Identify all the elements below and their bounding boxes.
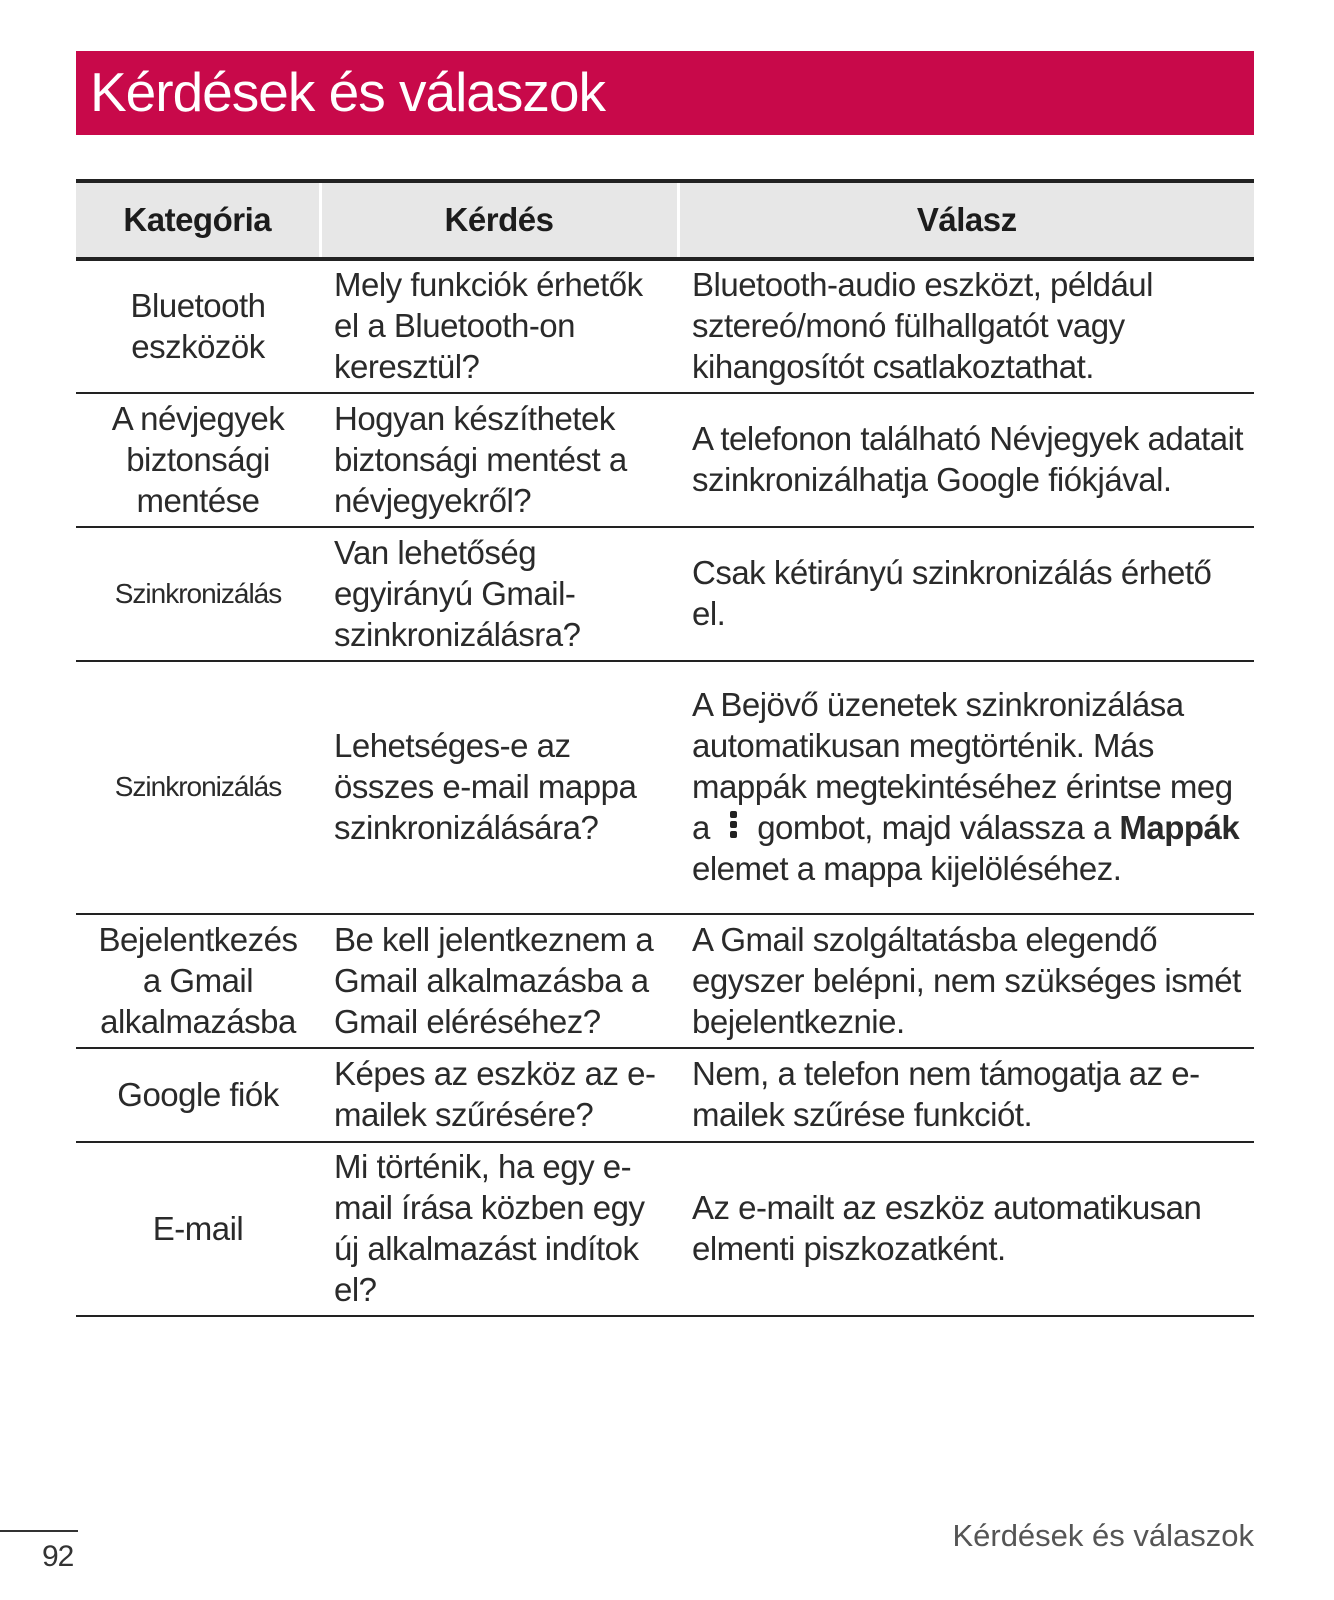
more-options-icon xyxy=(719,809,749,843)
category-text: Bejelentkezés a Gmail alkalmazásba xyxy=(98,920,298,1040)
footer-section-title: Kérdések és válaszok xyxy=(952,1518,1254,1553)
answer-text: gombot, majd válassza a xyxy=(757,809,1111,846)
category-cell: Szinkronizálás xyxy=(76,527,320,661)
table-header-row xyxy=(76,181,1254,259)
table-row xyxy=(76,1142,1254,1316)
question-cell: Képes az eszköz az e-mailek szűrésére? xyxy=(320,1048,678,1142)
faq-table xyxy=(76,179,1254,1317)
answer-cell: Az e-mailt az eszköz automatikusan elmenti piszkozatként. xyxy=(678,1142,1254,1316)
page-number: 92 xyxy=(42,1540,74,1573)
table-row xyxy=(76,259,1254,393)
table-row xyxy=(76,661,1254,914)
question-cell: Mi történik, ha egy e-mail írása közben egy új alkalmazást indítok el? xyxy=(320,1142,678,1316)
header-category: Kategória xyxy=(76,181,320,259)
header-answer: Válasz xyxy=(678,181,1254,259)
answer-cell: Bluetooth-audio eszközt, például sztereó/monó fülhallgatót vagy kihangosítót csatlakoztathat. xyxy=(678,259,1254,393)
folders-label: Mappák xyxy=(1119,809,1240,846)
table-row xyxy=(76,914,1254,1048)
answer-cell: Csak kétirányú szinkronizálás érhető el. xyxy=(678,527,1254,661)
table-row xyxy=(76,393,1254,527)
category-text: A névjegyek biztonsági mentése xyxy=(111,399,285,519)
question-cell: Hogyan készíthetek biztonsági mentést a névjegyekről? xyxy=(320,393,678,527)
category-cell xyxy=(76,259,320,393)
title-bar xyxy=(76,51,1254,135)
question-cell: Lehetséges-e az összes e-mail mappa szinkronizálására? xyxy=(320,661,678,914)
answer-cell xyxy=(678,661,1254,914)
table-row xyxy=(76,1048,1254,1142)
category-cell: E-mail xyxy=(76,1142,320,1316)
category-cell xyxy=(76,914,320,1048)
answer-cell: A Gmail szolgáltatásba elegendő egyszer belépni, nem szükséges ismét bejelentkeznie. xyxy=(678,914,1254,1048)
footer-divider xyxy=(0,1530,78,1532)
category-text: Bluetooth eszközök xyxy=(130,286,266,365)
question-cell: Be kell jelentkeznem a Gmail alkalmazásba a Gmail eléréséhez? xyxy=(320,914,678,1048)
answer-text: elemet a mappa kijelöléséhez. xyxy=(692,850,1122,887)
question-cell: Van lehetőség egyirányú Gmail-szinkronizálásra? xyxy=(320,527,678,661)
answer-cell: A telefonon található Névjegyek adatait szinkronizálhatja Google fiókjával. xyxy=(678,393,1254,527)
category-cell: Szinkronizálás xyxy=(76,661,320,914)
category-cell: Google fiók xyxy=(76,1048,320,1142)
header-question: Kérdés xyxy=(320,181,678,259)
page-title: Kérdések és válaszok xyxy=(90,61,605,123)
question-cell: Mely funkciók érhetők el a Bluetooth-on keresztül? xyxy=(320,259,678,393)
answer-text: A Bejövő üzenetek szinkronizálása automatikusan megtörténik. Más mappák megtekintéséhez érintse meg a xyxy=(692,686,1233,846)
category-cell xyxy=(76,393,320,527)
answer-cell: Nem, a telefon nem támogatja az e-mailek szűrése funkciót. xyxy=(678,1048,1254,1142)
table-row xyxy=(76,527,1254,661)
